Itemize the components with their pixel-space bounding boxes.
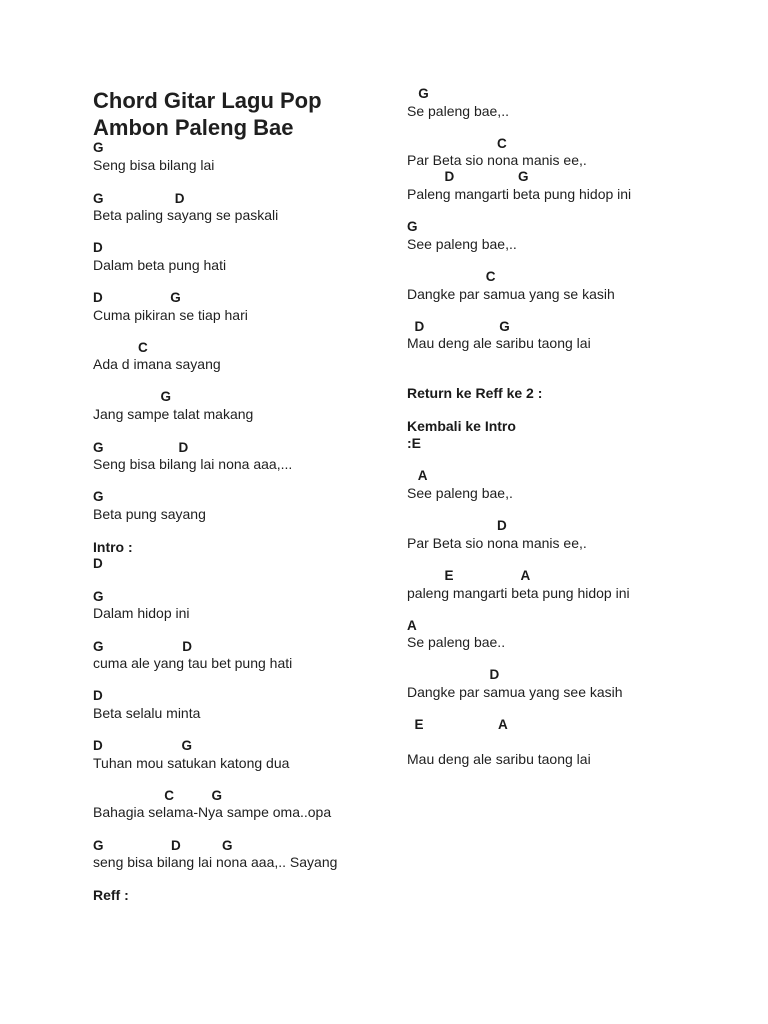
lyric-line: See paleng bae,. — [407, 485, 513, 501]
lyric-line: Mau deng ale saribu taong lai — [407, 751, 591, 767]
chord-line: E A — [407, 568, 531, 583]
chord-line: A — [407, 618, 417, 633]
chord-line: G D — [93, 191, 185, 206]
intro-label: Intro : — [93, 539, 133, 555]
chord-line: G D — [93, 639, 193, 654]
lyric-line: Dalam beta pung hati — [93, 257, 227, 273]
return-reff-label: Return ke Reff ke 2 : — [407, 385, 543, 401]
lyric-line: cuma ale yang tau bet pung hati — [93, 655, 293, 671]
chord-line: G — [93, 589, 104, 604]
lyric-line: Paleng mangarti beta pung hidop ini — [407, 186, 632, 202]
intro-chord-label: :E — [407, 435, 421, 451]
kembali-intro-label: Kembali ke Intro — [407, 418, 516, 434]
chord-line: D — [93, 556, 103, 571]
lyric-line: paleng mangarti beta pung hidop ini — [407, 585, 630, 601]
chord-line: D G — [93, 290, 181, 305]
lyric-line: Dangke par samua yang see kasih — [407, 684, 623, 700]
lyric-line: Beta selalu minta — [93, 705, 201, 721]
chord-line: G — [407, 219, 418, 234]
chord-line: D — [407, 667, 500, 682]
chord-line: G D G — [93, 838, 233, 853]
lyric-line: Tuhan mou satukan katong dua — [93, 755, 290, 771]
chord-line: D G — [93, 738, 193, 753]
chord-line: G — [407, 86, 429, 101]
chord-line: D — [93, 688, 103, 703]
chord-line: C — [407, 269, 496, 284]
chord-line: G — [93, 140, 104, 155]
reff-label: Reff : — [93, 887, 129, 903]
page-title: Chord Gitar Lagu Pop Ambon Paleng Bae — [93, 88, 322, 140]
lyric-line: Se paleng bae.. — [407, 634, 506, 650]
chord-line: D G — [407, 319, 510, 334]
lyric-line: Mau deng ale saribu taong lai — [407, 335, 591, 351]
chord-line: D — [407, 518, 507, 533]
chord-line: G D — [93, 440, 189, 455]
lyric-line: Bahagia selama-Nya sampe oma..opa — [93, 804, 332, 820]
chord-line: D G — [407, 169, 529, 184]
lyric-line: Se paleng bae,.. — [407, 103, 509, 119]
chord-line: E A — [407, 717, 508, 732]
lyric-line: Seng bisa bilang lai nona aaa,... — [93, 456, 293, 472]
chord-line: A — [407, 468, 428, 483]
chord-line: G — [93, 489, 104, 504]
lyric-line: Dangke par samua yang se kasih — [407, 286, 615, 302]
chord-line: D — [93, 240, 103, 255]
lyric-line: Seng bisa bilang lai — [93, 157, 215, 173]
lyric-line: See paleng bae,.. — [407, 236, 517, 252]
lyric-line: Beta pung sayang — [93, 506, 206, 522]
lyric-line: seng bisa bilang lai nona aaa,.. Sayang — [93, 854, 338, 870]
chord-line: C — [407, 136, 507, 151]
lyric-line: Dalam hidop ini — [93, 605, 190, 621]
chord-line: C G — [93, 788, 223, 803]
lyric-line: Par Beta sio nona manis ee,. — [407, 535, 587, 551]
lyric-line: Par Beta sio nona manis ee,. — [407, 152, 587, 168]
chord-line: G — [93, 389, 172, 404]
lyric-line: Ada d imana sayang — [93, 356, 221, 372]
lyric-line: Cuma pikiran se tiap hari — [93, 307, 248, 323]
chord-line: C — [93, 340, 148, 355]
lyric-line: Jang sampe talat makang — [93, 406, 254, 422]
lyric-line: Beta paling sayang se paskali — [93, 207, 279, 223]
